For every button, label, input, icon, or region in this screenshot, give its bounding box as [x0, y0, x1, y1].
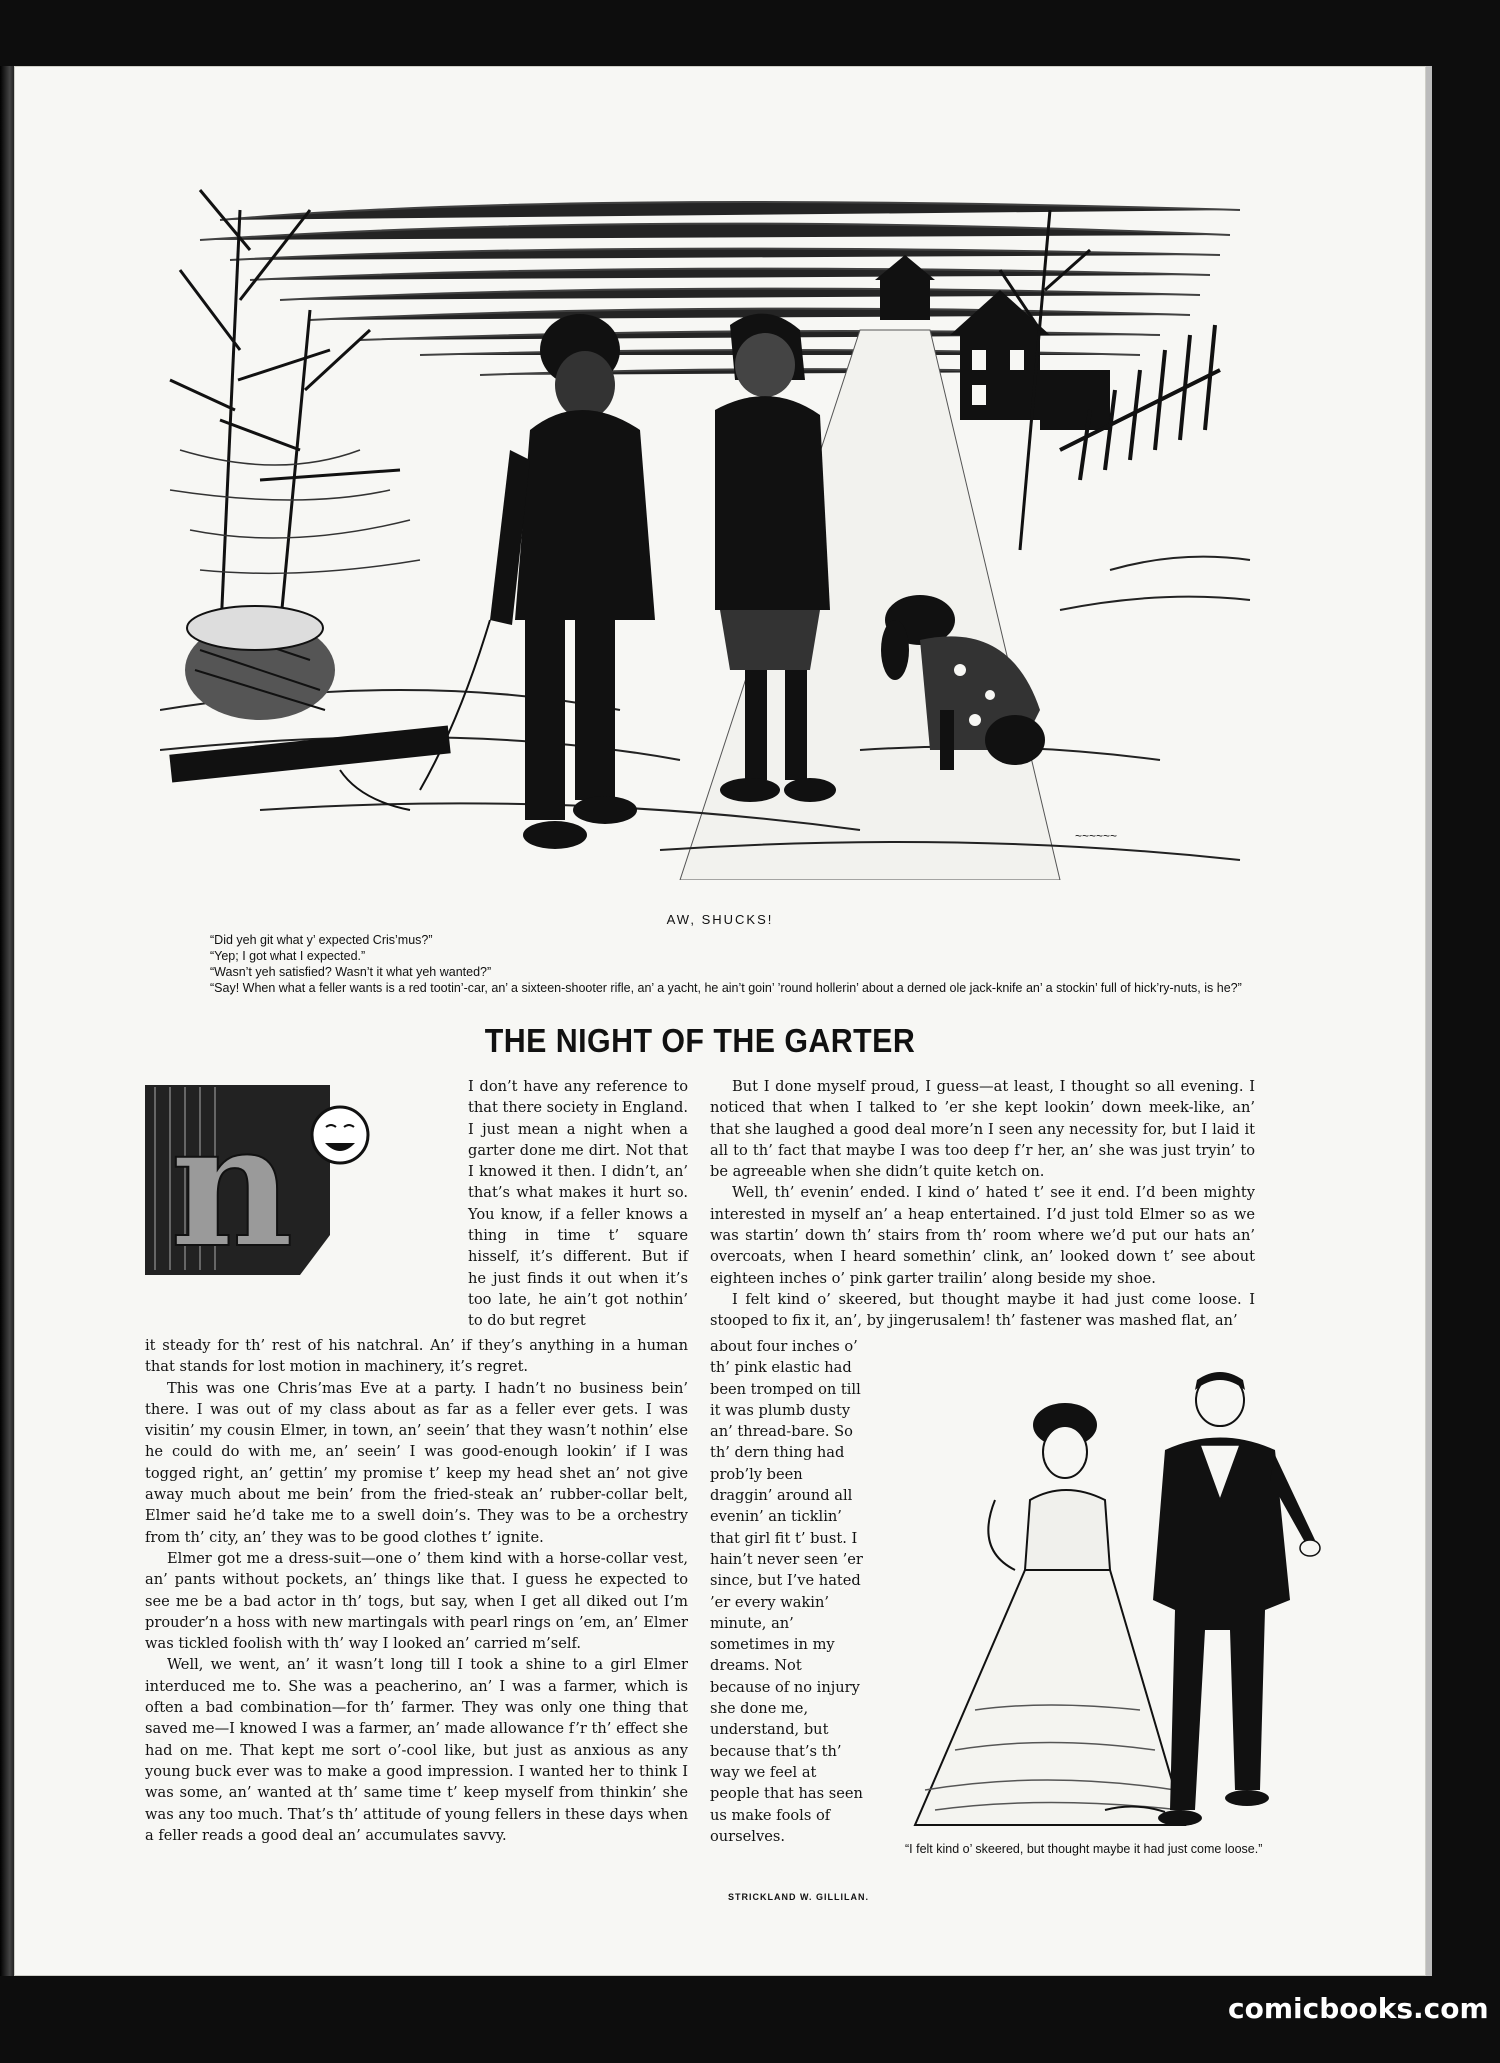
- left-column: [145, 1335, 688, 1846]
- illustration-title: AW, SHUCKS!: [666, 912, 774, 927]
- right-column: [710, 1076, 1255, 1332]
- page-edge: [1426, 66, 1432, 1976]
- paragraph: it steady for th’ rest of his natchral. An’ if they’s anything in a human that stands for lost motion in machinery, it’s regret.: [145, 1337, 688, 1376]
- dialogue-line: “Yep; I got what I expected.”: [210, 949, 366, 963]
- paragraph: I felt kind o’ skeered, but thought maybe it had just come loose. I stooped to fix it, an’, by jingerusalem! th’ fastener was mashed flat, an’: [710, 1290, 1255, 1330]
- paragraph: This was one Chris’mas Eve at a party. I hadn’t no business bein’ there. I was out of my class about as far as a feller ever gets. I was visitin’ my cousin Elmer, in town, an’ seein’ that they wasn’t nothin’ else he could do with me, an’ seein’ I was good-enough lookin’ if I was togged right, an’ gettin’ my promise t’ keep my head shet an’ not give away much about me bein’ from the fried-steak an’ rubber-collar belt, Elmer said he’d take me to a swell doin’s. They was to be a orchestry from th’ city, an’ they was to be good clothes t’ ignite.: [145, 1379, 688, 1546]
- article-intro: [468, 1076, 688, 1332]
- dialogue-line: “Wasn’t yeh satisfied? Wasn’t it what yeh wanted?”: [210, 965, 492, 979]
- dialogue-line: “Did yeh git what y’ expected Cris’mus?”: [210, 933, 433, 947]
- svg-text:~~~~~~: ~~~~~~: [1075, 829, 1118, 843]
- image-caption: “I felt kind o’ skeered, but thought maybe it had just come loose.”: [905, 1842, 1263, 1856]
- author-signature: STRICKLAND W. GILLILAN.: [728, 1892, 869, 1902]
- dropcap-ornament: [140, 1075, 370, 1275]
- intro-text: I don’t have any reference to that there society in England. I just mean a night when a garter done me dirt. Not that I knowed it then. I didn’t, an’ that’s what makes it hurt so. You know, if a feller knows a thing in time t’ square hisself, it’s different. But if he just finds it out when it’s too late, he ain’t got nothin’ to do but regret: [468, 1078, 688, 1330]
- paragraph: Elmer got me a dress-suit—one o’ them kind with a horse-collar vest, an’ pants without pockets, an’ things like that. I guess he expected to see me be a bad actor in th’ togs, but say, when I get all diked out I’m prouder’n a hoss with new martingals with pearl rings on ’em, an’ Elmer was tickled foolish with th’ way I looked an’ carried m’self.: [145, 1549, 688, 1653]
- couple-illustration: [895, 1370, 1325, 1835]
- illustration-dialogue: [210, 932, 1270, 996]
- laughing-face-icon: [312, 1107, 368, 1163]
- dropcap-letter: n: [170, 1086, 294, 1275]
- narrow-column: [710, 1336, 864, 1847]
- paragraph: But I done myself proud, I guess—at least, I thought so all evening. I noticed that when I talked to ’er she kept lookin’ down meek-like, an’ that she laughed a good deal more’n I seen any necessity for, but I laid it all to th’ fact that maybe I was too deep f’r her, an’ she was just tryin’ to be agreeable when she didn’t quite ketch on.: [710, 1078, 1255, 1181]
- paragraph: about four inches o’ th’ pink elastic had been tromped on till it was plumb dusty an’ thread-bare. So th’ dern thing had prob’ly been draggin’ around all evenin’ an ticklin’ that girl fit t’ bust. I hain’t never seen ’er since, but I’ve hated ’er every wakin’ minute, an’ sometimes in my dreams. Not because of no injury she done me, understand, but because that’s th’ way we feel at people that has seen us make fools of ourselves.: [710, 1338, 863, 1845]
- dialogue-line: “Say! When what a feller wants is a red tootin’-car, an’ a sixteen-shooter rifle, an’ a yacht, he ain’t goin’ ’round hollerin’ about a derned ole jack-knife an’ a stockin’ full of hick’ry-nuts, is he?”: [210, 981, 1242, 995]
- book-spine: [0, 66, 14, 1976]
- paragraph: Well, th’ evenin’ ended. I kind o’ hated t’ see it end. I’d been mighty interested in myself an’ a heap entertained. I’d just told Elmer so as we was startin’ down th’ stairs from th’ room where we’d put our hats an’ overcoats, when I heard somethin’ clink, an’ looked down t’ see about eighteen inches o’ pink garter trailin’ along beside my shoe.: [710, 1184, 1255, 1287]
- watermark-text: comicbooks.com: [1228, 1992, 1489, 2025]
- paragraph: Well, we went, an’ it wasn’t long till I took a shine to a girl Elmer interduced me to. She was a peacherino, an’ I was a farmer, which is often a bad combination—for th’ farmer. They was only one thing that saved me—I knowed I was a farmer, an’ made allowance f’r th’ effect she had on me. That kept me sort o’-cool like, but just as anxious as any young buck ever was to make a good impression. I wanted her to think I was some, an’ wanted at th’ same time t’ keep myself from thinkin’ she was any too much. That’s th’ attitude of young fellers in these days when a feller reads a good deal an’ accumulates savvy.: [145, 1656, 688, 1844]
- article-headline: THE NIGHT OF THE GARTER: [484, 1022, 916, 1059]
- winter-scene-illustration: [160, 150, 1260, 880]
